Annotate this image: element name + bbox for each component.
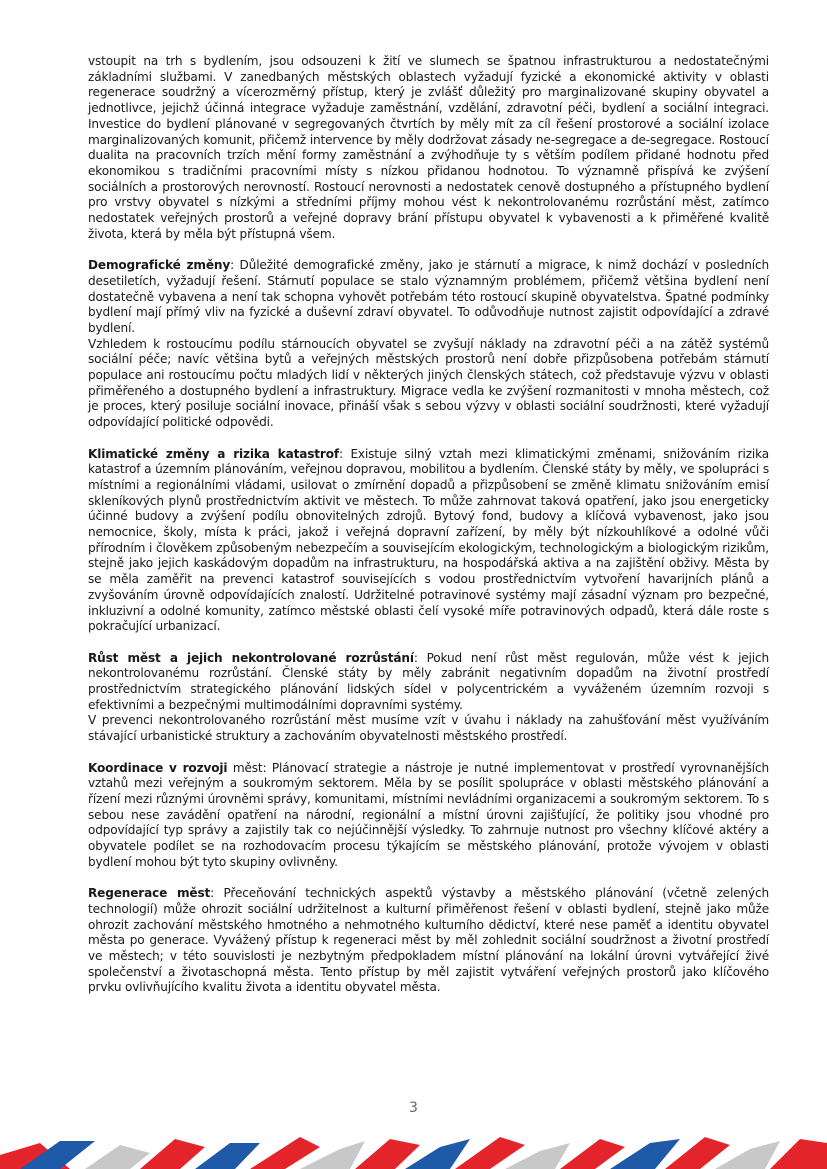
footer-shape	[195, 1143, 260, 1169]
growth-heading: Růst měst a jejich nekontrolované rozrůstání	[88, 650, 414, 665]
climate-text: : Existuje silný vztah mezi klimatickými změnami, snižováním rizika katastrof a územním plánováním, veřejnou dopravou, mobilitou a bydlením. Členské státy by měly, ve spolupráci s místními a regionálními vládami, usilovat o zmírnění dopadů a přizpůsobení se změně klimatu snižováním emisí skleníkových plynů prostřednictvím aktivit ve městech. To může zahrnovat taková opatření, jako jsou energeticky účinné budovy a zvýšení podílu obnovitelných zdrojů. Bytový fond, budovy a klíčová vybavenost, jako jsou nemocnice, školy, místa k práci, jakož i veřejná dopravní zařízení, by měly být nízkouhlíkové a odolné vůči přírodním i člověkem způsobeným nebezpečím a souvisejícím ekologickým, technologickým a biologickým rizikům, stejně jako jejich kaskádovým dopadům na infrastrukturu, na hospodářská aktiva a na zajištění obživy. Města by se měla zaměřit na prevenci katastrof souvisejících s vodou prostřednictvím vytvoření havarijních plánů a zvyšováním úrovně odpovídajících znalostí. Udržitelné potravinové systémy mají zásadní význam pro bezpečné, inkluzivní a odolné komunity, zatímco městské oblasti čelí vysoké míře potravinových odpadů, která dále roste s pokračující urbanizací.	[88, 446, 769, 634]
page-number: 3	[409, 1100, 418, 1116]
demographic-text: : Důležité demografické změny, jako je stárnutí a migrace, k nimž dochází v posledních desetiletích, vyžadují řešení. Stárnutí populace se stalo významným problémem, přičemž většina bydlení není dostatečně vybavena a není tak schopna vyhovět potřebám této rostoucí skupině obyvatelstva. Špatné podmínky bydlení mají přímý vliv na fyzické a duševní zdraví obyvatel. To odůvodňuje nutnost zajistit odpovídající a zdravé bydlení.	[88, 258, 769, 335]
intro-text: vstoupit na trh s bydlením, jsou odsouzeni k žití ve slumech se špatnou infrastrukturou a nedostatečnými základními službami. V zanedbaných městských oblastech vyžadují fyzické a ekonomické aktivity v oblasti regenerace soudržný a vícerozměrný přístup, který je zvlášť důležitý pro marginalizované skupiny obyvatel a jednotlivce, jejichž účinná integrace vyžaduje zaměstnání, vzdělání, zdravotní péči, bydlení a sociální integraci. Investice do bydlení plánované v segregovaných čtvrtích by měly mít za cíl řešení prostorové a sociální izolace marginalizovaných komunit, přičemž intervence by měly dodržovat zásady ne-segregace a de-segregace. Rostoucí dualita na pracovních trzích mění formy zaměstnání a zvýhodňuje ty s větším podílem přidané hodnotu před ekonomikou s tradičními pracovními místy s nízkou přidanou hodnotou. To významně přispívá ke zvýšení sociálních a prostorových nerovností. Rostoucí nerovnosti a nedostatek cenově dostupného a přístupného bydlení pro vrstvy obyvatel s nízkými a středními příjmy mohou vést k nekontrolovanému rozrůstání měst, zatímco nedostatek veřejných prostorů a veřejné dopravy brání přístupu obyvatel k vybavenosti a k přiměřené kvalitě života, která by měla být přístupná všem.	[88, 54, 769, 241]
regeneration-text: : Přeceňování technických aspektů výstavby a městského plánování (včetně zelených technologií) může ohrozit sociální udržitelnost a kulturní přiměřenost řešení v oblasti bydlení, stejně jako může ohrozit zachování městského hmotného a nehmotného kulturního dědictví, které nese paměť a identitu obyvatel města po generace. Vyvážený přístup k regeneraci měst by měl zohlednit sociální soudržnost a životní prostředí ve městech; v této souvislosti je nezbytným předpokladem místní plánování na lokální úrovni vytvářející živé společenství a životaschopná města. Tento přístup by měl zajistit vytváření veřejných prostorů jako klíčového prvku ovlivňujícího kvalitu života a identitu obyvatel města.	[88, 886, 769, 995]
intro-paragraph	[88, 54, 769, 242]
coordination-section	[88, 761, 769, 871]
coordination-text: měst: Plánovací strategie a nástroje je nutné implementovat v prostředí vyrovnanějších vztahů mezi veřejným a soukromým sektorem. Měla by se posílit spolupráce v oblasti městského plánování a řízení mezi různými úrovněmi správy, komunitami, místními nevládními organizacemi a soukromým sektorem. To s sebou nese zavádění opatření na národní, regionální a místní úrovni zajišťující, že politiky jsou vhodné pro odpovídající typ správy a zajistily tak co nejúčinnější výsledky. To zahrnuje nutnost pro všechny klíčové aktéry a obyvatele podílet se na rozhodovacím procesu týkajícím se městského plánování, protože vývojem v oblasti bydlení mohou být tyto skupiny ovlivněny.	[88, 760, 769, 869]
footer-shape	[355, 1139, 420, 1169]
footer-shape	[250, 1137, 320, 1169]
document-body	[88, 54, 769, 1012]
footer-shape	[560, 1139, 625, 1169]
coordination-heading: Koordinace v rozvoji	[88, 760, 228, 775]
footer-shape	[85, 1145, 150, 1169]
footer-decorative-band	[0, 1133, 827, 1169]
demographic-section	[88, 258, 769, 337]
footer-shape	[610, 1139, 680, 1169]
climate-heading: Klimatické změny a rizika katastrof	[88, 446, 339, 461]
demographic-heading: Demografické změny	[88, 258, 231, 273]
footer-shapes	[0, 1137, 827, 1169]
demographic-section-cont	[88, 337, 769, 431]
regeneration-heading: Regenerace měst	[88, 886, 211, 901]
growth-text: : Pokud není růst měst regulován, může vést k jejich nekontrolovanému rozrůstání. Členské státy by měly zabránit negativním dopadům na životní prostředí prostřednictvím strategického plánování lidských sídel v polycentrickém a vyváženém územním rozvoji s efektivními a bezpečnými multimodálními dopravními systémy.	[88, 650, 770, 712]
climate-section	[88, 447, 769, 635]
footer-shape	[140, 1139, 205, 1169]
regeneration-section	[88, 886, 769, 996]
footer-shape	[405, 1139, 470, 1169]
demographic-text-2: Vzhledem k rostoucímu podílu stárnoucích obyvatel se zvyšují náklady na zdravotní péči a na zátěž systémů sociální péče; navíc většina bytů a veřejných městských prostorů není dobře přizpůsobena potřebám stárnutí populace ani rostoucímu počtu mladých lidí v některých jiných členských státech, což představuje výzvu v oblasti přiměřeného a dostupného bydlení a infrastruktury. Migrace vedla ke zvýšení rozmanitosti v mnoha městech, což je proces, který posiluje sociální inovace, přináší však s sebou výzvy v oblasti sociální soudržnosti, které vyžadují odpovídající politické odpovědi.	[88, 336, 769, 430]
growth-section-cont	[88, 713, 769, 744]
growth-section	[88, 651, 769, 714]
growth-text-2: V prevenci nekontrolovaného rozrůstání měst musíme vzít v úvahu i náklady na zahušťování měst využíváním stávající urbanistické struktury a zachováním obyvatelnosti městského prostředí.	[88, 713, 769, 744]
